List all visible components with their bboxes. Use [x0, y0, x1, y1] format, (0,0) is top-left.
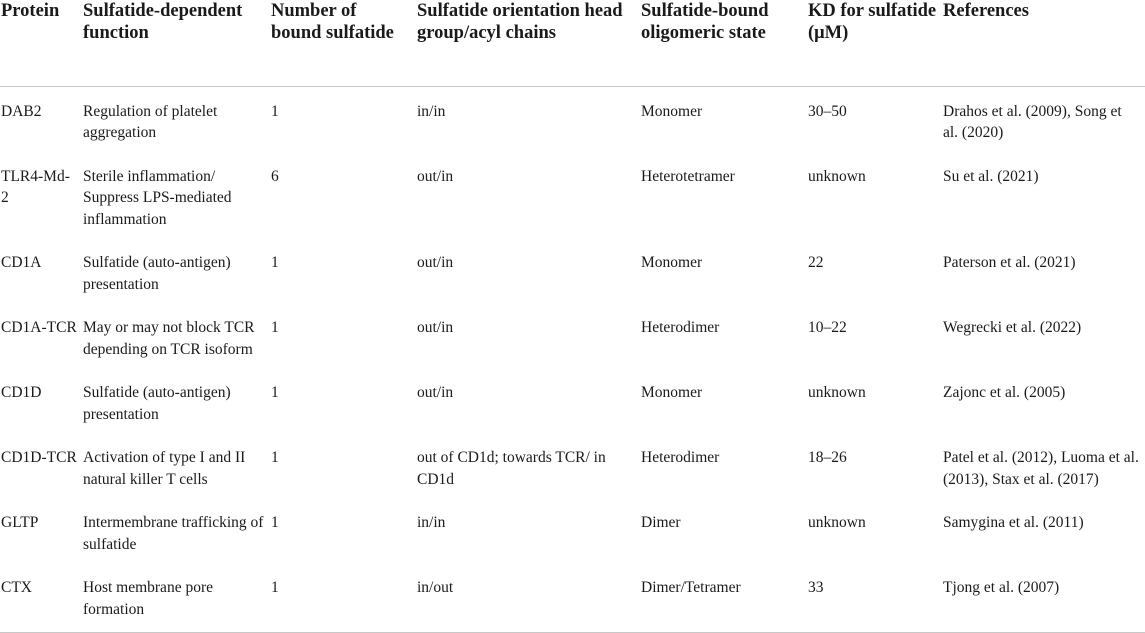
cell-orientation: in/in	[417, 514, 446, 531]
header-row	[0, 0, 1145, 86]
cell-protein: DAB2	[1, 102, 42, 120]
cell-function: Sulfatide (auto-antigen) presentation	[83, 384, 231, 423]
cell-function: Activation of type I and II natural killer T cells	[83, 449, 246, 488]
cell-references: Zajonc et al. (2005)	[943, 384, 1066, 401]
cell-oligomeric-state: Dimer/Tetramer	[641, 563, 808, 633]
cell-bound-count: 1	[271, 319, 279, 336]
cell-kd: unknown	[808, 167, 866, 185]
cell-references: Drahos et al. (2009), Song et al. (2020)	[943, 102, 1122, 141]
cell-references: Paterson et al. (2021)	[943, 254, 1076, 271]
cell-protein: CD1D	[1, 384, 42, 401]
table-header	[0, 0, 1145, 86]
cell-references: Patel et al. (2012), Luoma et al. (2013), Stax et al. (2017)	[943, 449, 1139, 488]
cell-references: Tjong et al. (2007)	[943, 563, 1145, 633]
cell-kd: 22	[808, 254, 824, 271]
cell-protein: CTX	[0, 563, 83, 633]
cell-bound-count: 1	[271, 102, 279, 120]
cell-bound-count: 1	[271, 563, 417, 633]
table-row	[0, 238, 1145, 303]
cell-orientation: out/in	[417, 319, 454, 336]
cell-kd: 18–26	[808, 449, 847, 466]
cell-function: Intermembrane trafficking of sulfatide	[83, 514, 264, 553]
cell-protein: CD1D-TCR	[1, 449, 77, 466]
cell-orientation: in/out	[417, 563, 641, 633]
cell-orientation: in/in	[417, 102, 446, 120]
cell-oligomeric-state: Monomer	[641, 384, 703, 401]
cell-oligomeric-state: Dimer	[641, 514, 681, 531]
header-references: References	[943, 0, 1145, 86]
header-orientation: Sulfatide orientation head group/acyl chains	[417, 0, 641, 86]
cell-kd: 30–50	[808, 102, 847, 120]
cell-orientation: out/in	[417, 384, 454, 401]
cell-kd: 10–22	[808, 319, 847, 336]
cell-oligomeric-state: Monomer	[641, 254, 703, 271]
header-bound-count: Number of bound sulfatide	[271, 0, 417, 86]
cell-function: Host membrane pore formation	[83, 563, 271, 633]
cell-oligomeric-state: Monomer	[641, 102, 703, 120]
cell-protein: GLTP	[1, 514, 39, 531]
cell-protein: CD1A	[1, 254, 42, 271]
cell-function: Sterile inflammation/ Suppress LPS-mediated inflammation	[83, 167, 232, 228]
cell-oligomeric-state: Heterotetramer	[641, 167, 735, 185]
table-row	[0, 498, 1145, 563]
table-row	[0, 86, 1145, 152]
table-row	[0, 433, 1145, 498]
table-row	[0, 303, 1145, 368]
table-row	[0, 152, 1145, 239]
cell-oligomeric-state: Heterodimer	[641, 449, 720, 466]
cell-protein: TLR4-Md-2	[1, 167, 70, 206]
cell-orientation: out/in	[417, 167, 454, 185]
table-row	[0, 563, 1145, 633]
cell-orientation: out of CD1d; towards TCR/ in CD1d	[417, 449, 606, 488]
cell-orientation: out/in	[417, 254, 454, 271]
cell-bound-count: 6	[271, 167, 279, 185]
cell-kd: 33	[808, 563, 943, 633]
cell-function: May or may not block TCR depending on TCR isoform	[83, 319, 255, 358]
cell-function: Sulfatide (auto-antigen) presentation	[83, 254, 231, 293]
cell-references: Wegrecki et al. (2022)	[943, 319, 1082, 336]
cell-references: Su et al. (2021)	[943, 167, 1039, 185]
header-function: Sulfatide-dependent function	[83, 0, 271, 86]
header-kd: KD for sulfatide (μM)	[808, 0, 943, 86]
cell-bound-count: 1	[271, 254, 279, 271]
cell-bound-count: 1	[271, 384, 279, 401]
cell-kd: unknown	[808, 514, 866, 531]
table-body	[0, 86, 1145, 633]
cell-oligomeric-state: Heterodimer	[641, 319, 720, 336]
header-protein: Protein	[0, 0, 83, 86]
cell-bound-count: 1	[271, 449, 279, 466]
cell-protein: CD1A-TCR	[1, 319, 77, 336]
cell-bound-count: 1	[271, 514, 279, 531]
cell-references: Samygina et al. (2011)	[943, 514, 1084, 531]
header-oligomeric-state: Sulfatide-bound oligomeric state	[641, 0, 808, 86]
table-row	[0, 368, 1145, 433]
cell-function: Regulation of platelet aggregation	[83, 102, 218, 141]
cell-kd: unknown	[808, 384, 866, 401]
